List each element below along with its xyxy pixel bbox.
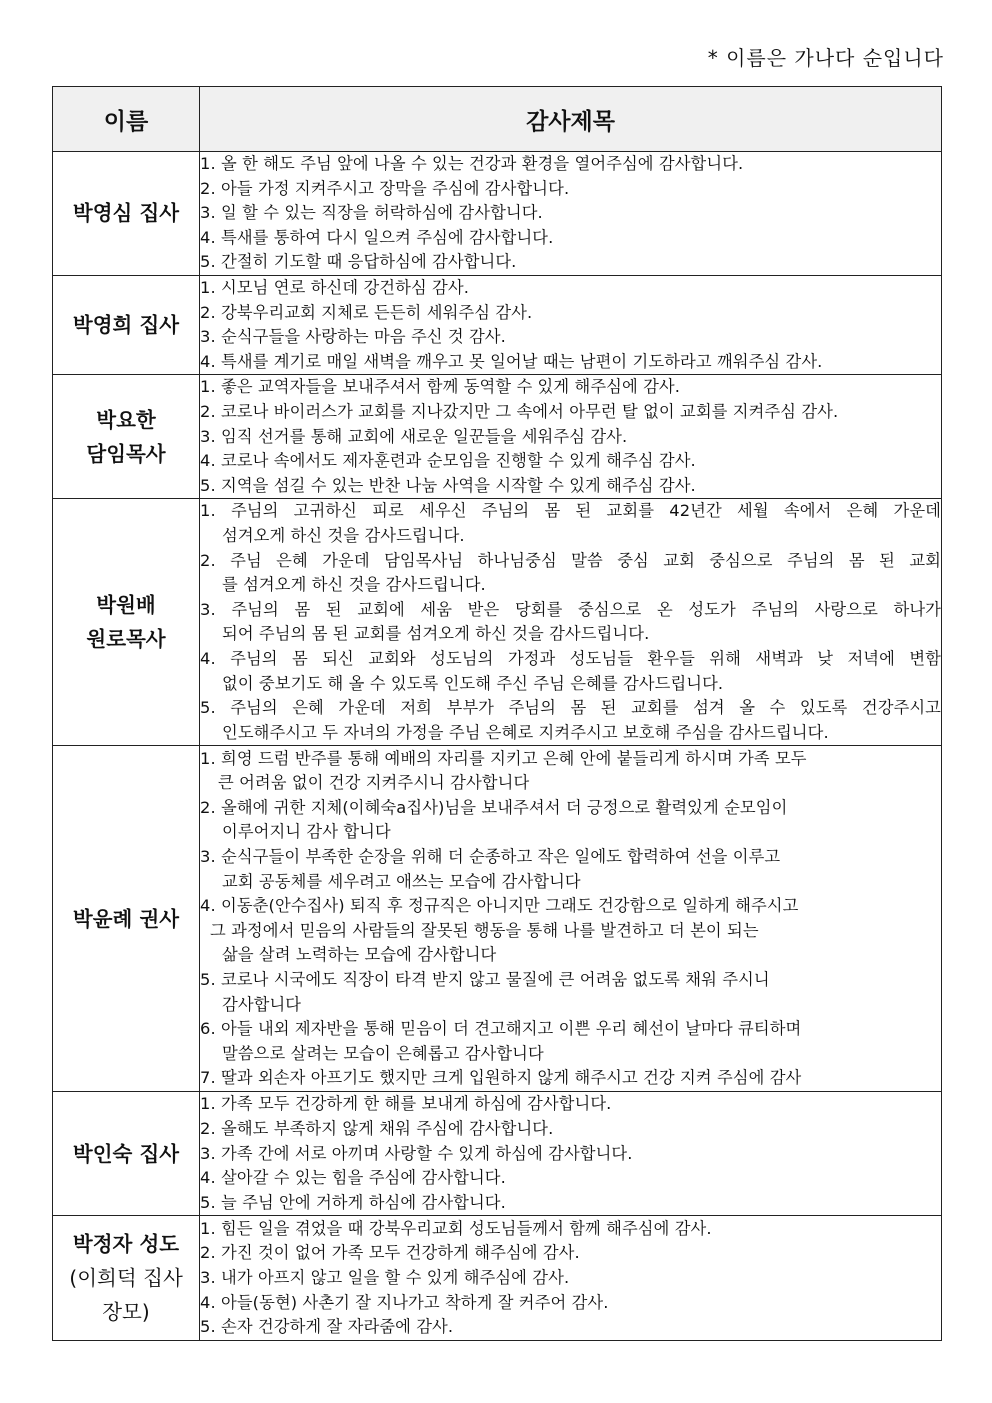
thanks-item: 3. 일 할 수 있는 직장을 허락하심에 감사합니다. (200, 203, 543, 223)
thanks-item: 1. 힘든 일을 겪었을 때 강북우리교회 성도님들께서 함께 해주심에 감사. (200, 1218, 712, 1238)
thanks-list (200, 1092, 942, 1216)
thanks-item: 2. 아들 가정 지켜주시고 장막을 주심에 감사합니다. (200, 178, 570, 198)
thanks-item-continued: 교회 공동체를 세우려고 애쓰는 모습에 감사합니다 (222, 871, 581, 891)
thanks-item: 7. 딸과 외손자 아프기도 했지만 크게 입원하지 않게 해주시고 건강 지켜 주심에 감사 (200, 1068, 802, 1088)
thanks-list (200, 1216, 942, 1341)
thanks-list (200, 499, 942, 746)
person-name: 박인숙 집사 (53, 1092, 200, 1216)
thanks-item: 1. 올 한 해도 주님 앞에 나올 수 있는 건강과 환경을 열어주심에 감사합니다. (200, 154, 744, 173)
thanks-item: 2. 가진 것이 없어 가족 모두 건강하게 해주심에 감사. (200, 1243, 580, 1263)
thanks-list (200, 746, 942, 1092)
table-row (53, 152, 942, 276)
thanks-item: 3. 주님의 몸 된 교회에 세움 받은 당회를 중심으로 온 성도가 주님의 사랑으로 하나가 (200, 599, 941, 619)
thanks-item: 3. 가족 간에 서로 아끼며 사랑할 수 있게 하심에 감사합니다. (200, 1143, 633, 1163)
thanks-item: 1. 좋은 교역자들을 보내주셔서 함께 동역할 수 있게 해주심에 감사. (200, 377, 681, 397)
thanks-item-continued: 인도해주시고 두 자녀의 가정을 주님 은혜로 지켜주시고 보호해 주심을 감사드립니다. (222, 722, 829, 742)
person-name: 박정자 성도 (이희덕 집사 장모) (53, 1216, 200, 1341)
thanks-item: 3. 순식구들이 부족한 순장을 위해 더 순종하고 작은 일에도 합력하여 선을 이루고 (200, 847, 781, 867)
thanks-item: 3. 내가 아프지 않고 일을 할 수 있게 해주심에 감사. (200, 1267, 570, 1287)
thanks-list (200, 275, 942, 374)
thanks-item: 6. 아들 내외 제자반을 통해 믿음이 더 견고해지고 이쁜 우리 혜선이 날마다 큐티하며 (200, 1019, 802, 1039)
thanks-item: 4. 살아갈 수 있는 힘을 주심에 감사합니다. (200, 1168, 506, 1188)
thanks-item: 2. 코로나 바이러스가 교회를 지나갔지만 그 속에서 아무런 탈 없이 교회를 지켜주심 감사. (200, 401, 839, 421)
person-name: 박윤례 권사 (53, 746, 200, 1092)
thanksgiving-table (52, 86, 942, 1341)
thanks-item: 5. 늘 주님 안에 거하게 하심에 감사합니다. (200, 1192, 506, 1212)
thanks-item: 2. 강북우리교회 지체로 든든히 세워주심 감사. (200, 302, 533, 322)
person-name: 박원배 원로목사 (53, 499, 200, 746)
thanks-item: 5. 지역을 섬길 수 있는 반찬 나눔 사역을 시작할 수 있게 해주심 감사. (200, 475, 696, 495)
thanks-item: 5. 손자 건강하게 잘 자라줌에 감사. (200, 1317, 454, 1337)
thanks-list (200, 152, 942, 276)
thanks-item-continued: 없이 중보기도 해 올 수 있도록 인도해 주신 주님 은혜를 감사드립니다. (222, 673, 724, 693)
thanks-item-continued: 큰 어려움 없이 건강 지켜주시니 감사합니다 (218, 773, 530, 793)
thanks-item-continued: 말씀으로 살려는 모습이 은혜롭고 감사합니다 (222, 1043, 544, 1063)
table-row (53, 746, 942, 1092)
person-name: 박영심 집사 (53, 152, 200, 276)
thanks-item: 4. 아들(동현) 사촌기 잘 지나가고 착하게 잘 커주어 감사. (200, 1292, 609, 1312)
thanks-list (200, 375, 942, 499)
table-row (53, 1216, 942, 1341)
thanks-item: 2. 주님 은혜 가운데 담임목사님 하나님중심 말씀 중심 교회 중심으로 주님의 몸 된 교회 (200, 550, 941, 570)
thanks-item: 2. 올해도 부족하지 않게 채워 주심에 감사합니다. (200, 1118, 554, 1138)
thanks-item: 3. 순식구들을 사랑하는 마음 주신 것 감사. (200, 327, 506, 347)
thanks-item-continued: 섬겨오게 하신 것을 감사드립니다. (222, 525, 465, 545)
table-row (53, 499, 942, 746)
thanks-item: 1. 희영 드럼 반주를 통해 예배의 자리를 지키고 은혜 안에 붙들리게 하시며 가족 모두 (200, 748, 807, 768)
thanks-item-continued: 감사합니다 (222, 994, 302, 1014)
thanks-item: 4. 특새를 계기로 매일 새벽을 깨우고 못 일어날 때는 남편이 기도하라고 깨워주심 감사. (200, 351, 823, 371)
thanks-item: 1. 주님의 고귀하신 피로 세우신 주님의 몸 된 교회를 42년간 세월 속에서 은혜 가운데 (200, 501, 941, 521)
table-row (53, 1092, 942, 1216)
thanks-item-continued: 그 과정에서 믿음의 사람들의 잘못된 행동을 통해 나를 발견하고 더 본이 되는 (210, 920, 759, 940)
person-name: 박요한 담임목사 (53, 375, 200, 499)
thanks-item-continued: 되어 주님의 몸 된 교회를 섬겨오게 하신 것을 감사드립니다. (222, 624, 650, 644)
thanks-item: 4. 주님의 몸 되신 교회와 성도님의 가정과 성도님들 환우들 위해 새벽과 낮 저녁에 변함 (200, 648, 941, 668)
thanks-item: 5. 간절히 기도할 때 응답하심에 감사합니다. (200, 252, 517, 272)
table-row (53, 375, 942, 499)
ordering-note: * 이름은 가나다 순입니다 (707, 46, 944, 70)
thanks-item: 1. 시모님 연로 하신데 강건하심 감사. (200, 277, 469, 297)
person-name: 박영희 집사 (53, 275, 200, 374)
header-row (53, 87, 942, 152)
thanks-item: 4. 이동춘(안수집사) 퇴직 후 정규직은 아니지만 그래도 건강함으로 일하게 해주시고 (200, 896, 799, 916)
header-name: 이름 (53, 87, 200, 152)
thanks-item-continued: 삶을 살려 노력하는 모습에 감사합니다 (222, 945, 497, 965)
thanks-item: 4. 코로나 속에서도 제자훈련과 순모임을 진행할 수 있게 해주심 감사. (200, 451, 696, 471)
thanks-item-continued: 이루어지니 감사 합니다 (222, 822, 391, 842)
thanks-item: 2. 올해에 귀한 지체(이혜숙a집사)님을 보내주셔서 더 긍정으로 활력있게 순모임이 (200, 797, 788, 817)
header-title: 감사제목 (200, 87, 942, 152)
thanks-item: 1. 가족 모두 건강하게 한 해를 보내게 하심에 감사합니다. (200, 1094, 612, 1114)
thanks-item: 4. 특새를 통하여 다시 일으켜 주심에 감사합니다. (200, 227, 554, 247)
thanks-item: 5. 코로나 시국에도 직장이 타격 받지 않고 물질에 큰 어려움 없도록 채워 주시니 (200, 970, 770, 989)
thanks-item: 3. 임직 선거를 통해 교회에 새로운 일꾼들을 세워주심 감사. (200, 426, 628, 446)
thanks-item: 5. 주님의 은혜 가운데 저희 부부가 주님의 몸 된 교회를 섬겨 올 수 있도록 건강주시고 (200, 698, 941, 718)
table-row (53, 275, 942, 374)
thanks-item-continued: 를 섬겨오게 하신 것을 감사드립니다. (222, 575, 486, 595)
